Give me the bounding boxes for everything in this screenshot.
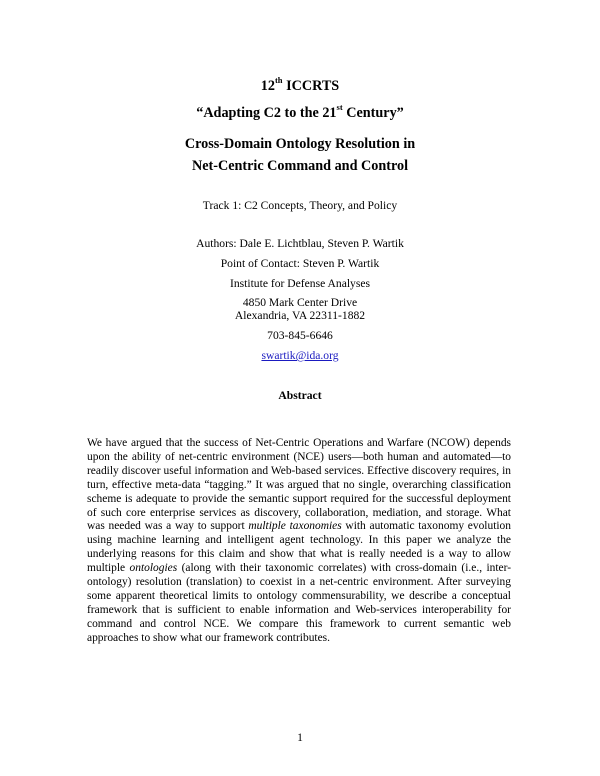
point-of-contact: Point of Contact: Steven P. Wartik: [220, 257, 380, 270]
conference-name: ICCRTS: [282, 78, 340, 94]
email-line: [0, 349, 600, 362]
authors-line: Authors: Dale E. Lichtblau, Steven P. Wartik: [196, 237, 404, 250]
phone-number: 703-845-6646: [267, 329, 333, 342]
theme-text: “Adapting C2 to the 21: [196, 105, 337, 121]
conference-theme: [0, 102, 600, 122]
abstract-body: [87, 437, 511, 646]
institution: Institute for Defense Analyses: [229, 277, 371, 290]
conference-title: [0, 75, 600, 95]
abstract-text-3: (along with their taxonomic correlates) with cross-domain (i.e., inter-ontology) resolution (translation) to coexist in a net-centric environment. After surveying some apparent theoretical limits to ontology commensurability, we describe a conceptual framework that is sufficient to enable information and Web-services interoperability for command and control NCE. We compare this framework to current semantic web approaches to show what our framework contributes.: [87, 562, 512, 644]
conference-number: 12: [260, 78, 275, 94]
page-number: 1: [297, 731, 303, 744]
email-link[interactable]: swartik@ida.org: [261, 349, 339, 362]
abstract-emphasis-2: ontologies: [129, 562, 178, 575]
city-address: Alexandria, VA 22311-1882: [234, 309, 366, 322]
abstract-text-1: We have argued that the success of Net-Centric Operations and Warfare (NCOW) depends upon the ability of net-centric environment (NCE) users—both human and automated—to readily discover useful information and Web-based services. Effective discovery requires, in turn, effective meta-data “tagging.” It was argued that no single, overarching classification scheme is adequate to provide the semantic support required for the successful deployment of such core enterprise services as discovery, collaboration, mediation, and storage. What was needed was a way to support: [87, 437, 511, 533]
abstract-text-2: with automatic taxonomy evolution using machine learning and intelligent agent technology. In this paper we analyze the underlying reasons for this claim and show that what is really needed is a way to allow multiple: [87, 520, 511, 575]
paper-title-line-2: Net-Centric Command and Control: [191, 158, 409, 174]
theme-text-end: Century”: [342, 105, 404, 121]
abstract-emphasis-1: multiple taxonomies: [248, 520, 342, 533]
track-line: Track 1: C2 Concepts, Theory, and Policy: [202, 199, 398, 212]
theme-suffix: st: [336, 102, 343, 113]
street-address: 4850 Mark Center Drive: [242, 296, 358, 309]
paper-title-line-1: Cross-Domain Ontology Resolution in: [184, 136, 416, 152]
conference-number-suffix: th: [274, 75, 283, 86]
abstract-heading: Abstract: [278, 389, 322, 402]
